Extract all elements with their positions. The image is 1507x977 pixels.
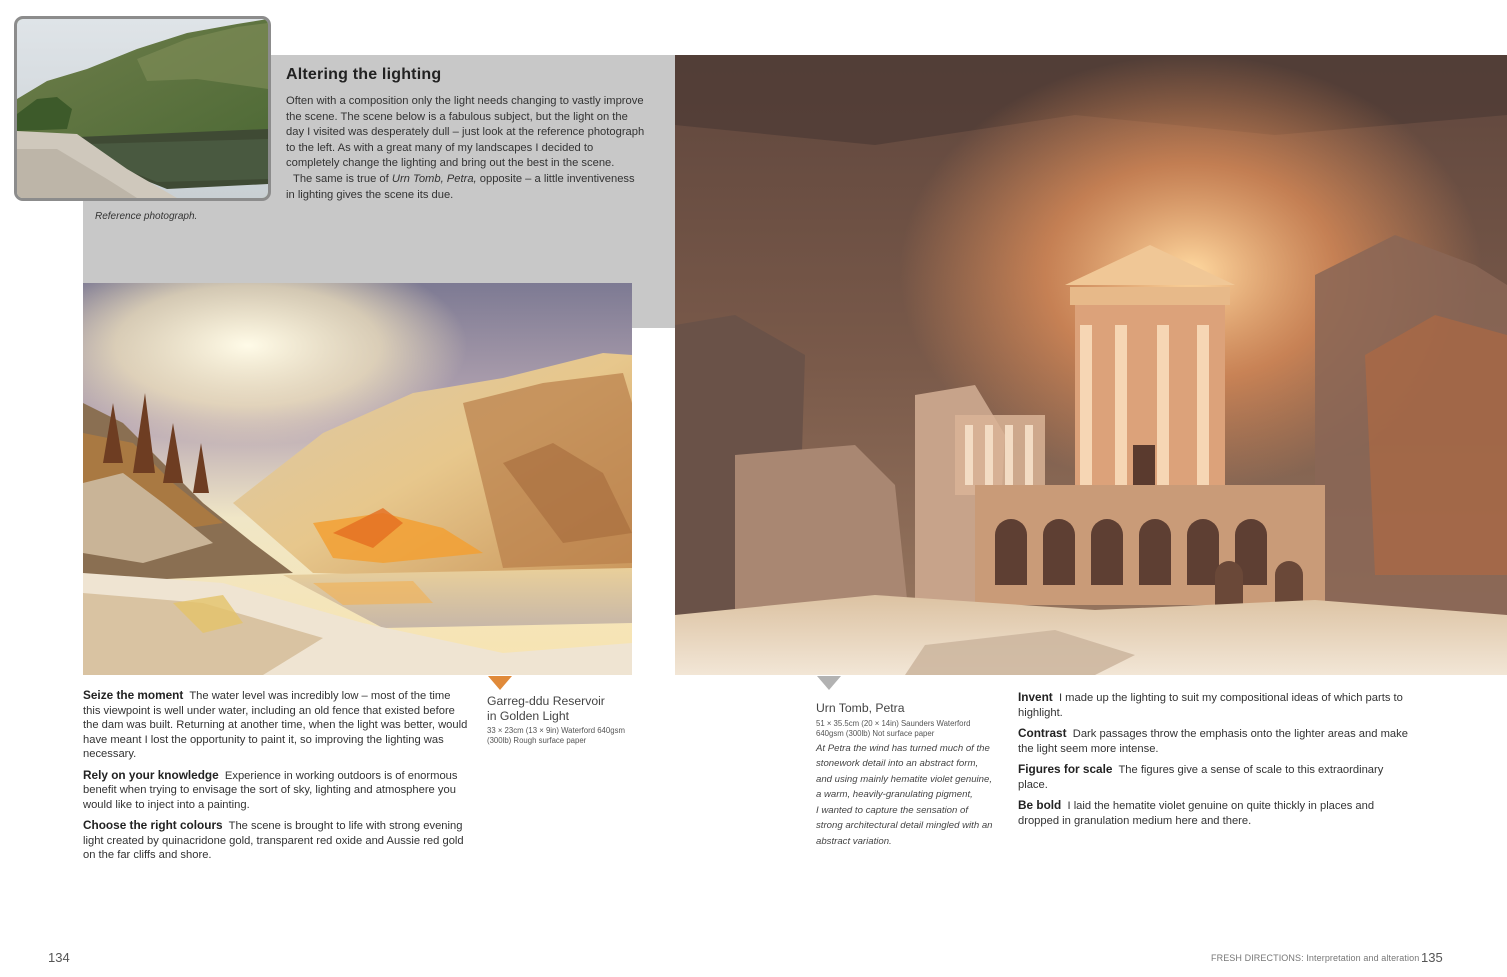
intro-paragraph-2-start: The same is true of — [293, 172, 392, 185]
tip-rely-on-knowledge — [83, 768, 468, 813]
tip-heading: Be bold — [1018, 798, 1062, 812]
petra-caption — [816, 701, 1006, 850]
petra-painting — [675, 55, 1507, 675]
tip-text: I laid the hematite violet genuine on quite thickly in places and dropped in granulation medium here and there. — [1018, 800, 1375, 827]
petra-description-line: a warm, heavily-granulating pigment, — [816, 789, 973, 801]
tip-heading: Figures for scale — [1018, 762, 1113, 776]
tip-choose-colours — [83, 818, 468, 863]
petra-description-line: At Petra the wind has turned much of the — [816, 742, 990, 754]
petra-description-line: stonework detail into an abstract form, — [816, 758, 979, 770]
petra-description-line: I wanted to capture the sensation of — [816, 804, 969, 816]
reservoir-painting — [83, 283, 632, 675]
reference-caption: Reference photograph. — [95, 211, 198, 222]
intro-paragraph-2-end: opposite – a little inventiveness in lighting gives the scene its due. — [286, 172, 635, 201]
right-tips — [1018, 690, 1413, 834]
intro-paragraph-2 — [286, 172, 646, 203]
reservoir-caption-title-1: Garreg-ddu Reservoir — [487, 694, 605, 708]
tip-text: Dark passages throw the emphasis onto the lighter areas and make the light seem more intense. — [1018, 728, 1408, 755]
reference-photograph — [14, 16, 271, 201]
petra-caption-title: Urn Tomb, Petra — [816, 701, 905, 715]
tip-heading: Choose the right colours — [83, 818, 223, 832]
tip-text: The water level was incredibly low – most of the time this viewpoint is well under water, including an old fence that existed before the dam was built. Returning at another time, when the light was better, would have meant I lost the opportunity to paint it, so improving the lighting was necessary. — [83, 690, 468, 760]
tip-heading: Seize the moment — [83, 688, 184, 702]
tip-seize-the-moment — [83, 688, 468, 762]
intro-paragraph-1: Often with a composition only the light needs changing to vastly improve the scene. The scene below is a fabulous subject, but the light on the day I visited was desperately dull – just look at the reference photograph to the left. As with a great many of my landscapes I decided to completely change the lighting and bring out the best in the scene. — [286, 95, 645, 170]
tip-heading: Rely on your knowledge — [83, 767, 219, 782]
tip-text: I made up the lighting to suit my compositional ideas of which parts to highlight. — [1018, 692, 1403, 719]
reservoir-painting-image — [83, 283, 632, 675]
running-footer — [1211, 953, 1419, 963]
reference-photo-image — [17, 19, 268, 198]
tip-text: The figures give a sense of scale to this extraordinary place. — [1018, 764, 1384, 791]
section-heading: Altering the lighting — [286, 66, 442, 83]
footer-subsection: Interpretation and alteration — [1303, 953, 1420, 963]
petra-caption-spec-2: 640gsm (300lb) Not surface paper — [816, 728, 935, 738]
tip-heading: Contrast — [1018, 726, 1067, 740]
petra-description-line: and using mainly hematite violet genuine, — [816, 773, 992, 785]
tip-figures-for-scale — [1018, 762, 1413, 792]
tip-text: The scene is brought to life with strong evening light created by quinacridone gold, transparent red oxide and Aussie red gold on the far cliffs and shore. — [83, 820, 464, 861]
petra-caption-description — [816, 741, 1006, 850]
reservoir-caption-title-2: in Golden Light — [487, 708, 569, 723]
petra-description-line: abstract variation. — [816, 836, 892, 848]
tip-contrast — [1018, 726, 1413, 756]
page-number-left: 134 — [48, 950, 70, 965]
reservoir-caption-spec-2: (300lb) Rough surface paper — [487, 736, 587, 745]
petra-caption-spec-1: 51 × 35.5cm (20 × 14in) Saunders Waterford — [816, 718, 971, 728]
reservoir-caption-spec-1: 33 × 23cm (13 × 9in) Waterford 640gsm — [487, 726, 625, 735]
footer-section: FRESH DIRECTIONS: — [1211, 953, 1304, 963]
tip-text: Experience in working outdoors is of enormous benefit when trying to envisage the sort of sky, lighting and atmosphere you would like to inject into a painting. — [83, 769, 458, 811]
reservoir-caption-marker — [488, 676, 512, 690]
tip-invent — [1018, 690, 1413, 720]
petra-description-line: strong architectural detail mingled with an — [816, 820, 993, 832]
tip-be-bold — [1018, 798, 1413, 828]
petra-painting-image — [675, 55, 1507, 675]
reservoir-caption — [487, 694, 647, 746]
arcade-arches — [975, 485, 1325, 605]
intro-text — [286, 94, 646, 203]
tip-heading: Invent — [1018, 690, 1053, 704]
petra-caption-marker — [817, 676, 841, 690]
left-tips — [83, 688, 468, 869]
page-number-right: 135 — [1421, 950, 1443, 965]
intro-paragraph-2-title: Urn Tomb, Petra, — [391, 172, 477, 185]
